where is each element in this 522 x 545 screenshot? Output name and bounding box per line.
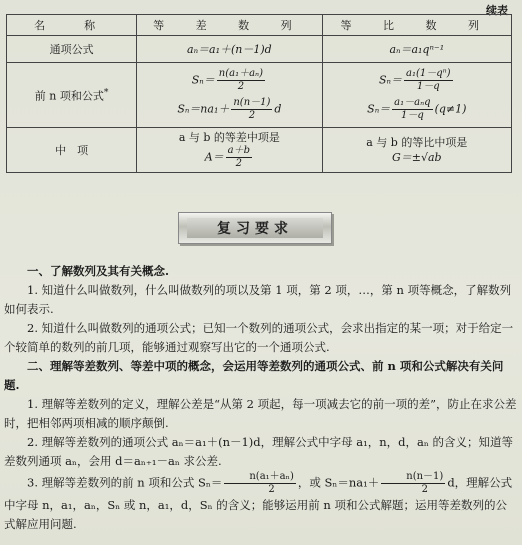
table-header-row	[7, 15, 512, 36]
header-geometric: 等 比 数 列	[322, 15, 511, 36]
arith-sum-1-denominator: 2	[237, 81, 245, 92]
arith-sum-2-left: Sₙ＝na₁＋	[177, 102, 230, 116]
geo-sum-formula-1	[323, 68, 511, 93]
section-banner	[178, 212, 332, 244]
geo-general-formula: aₙ＝a₁qⁿ⁻¹	[322, 36, 511, 63]
arith-middle-line: a 与 b 的等差中项是	[178, 131, 280, 144]
table-row-general-term	[7, 36, 512, 63]
review-requirements-body	[4, 262, 518, 534]
requirement-2-3-fraction-2	[381, 471, 445, 496]
requirement-2-3-numerator-2: n(n－1)	[381, 471, 445, 484]
table-row-middle-term	[7, 128, 512, 173]
row-label-sum-formula	[7, 63, 137, 128]
arith-middle-numerator: a＋b	[227, 145, 251, 156]
arith-sum-1-numerator: n(a₁＋aₙ)	[218, 68, 263, 79]
requirement-2-1: 1. 理解等差数列的定义，理解公差是“从第 2 项起，每一项减去它的前一项的差”，防止在求公差时，把相邻两项相减的顺序颠倒.	[4, 397, 517, 430]
requirement-1-2: 2. 知道什么叫做数列的通项公式；已知一个数列的通项公式，会求出指定的某一项；对于给定一个较简单的数列的前几项，能够通过观察写出它的一个通项公式.	[4, 321, 514, 354]
requirement-2-2: 2. 理解等差数列的通项公式 aₙ＝a₁＋(n－1)d，理解公式中字母 a₁，n，d，aₙ 的含义；知道等差数列通项 aₙ，会用 d＝aₙ₊₁－aₙ 求公差.	[4, 435, 514, 468]
arith-sum-2-fraction	[231, 97, 272, 122]
geo-sum-2-fraction	[392, 97, 432, 122]
arith-sum-2-numerator: n(n－1)	[233, 97, 271, 108]
table-row-sum-formula	[7, 63, 512, 128]
arith-general-formula: aₙ＝a₁＋(n－1)d	[137, 36, 322, 63]
continued-label: 续表	[486, 4, 508, 17]
arith-sum-formula-1	[137, 68, 321, 93]
geo-middle-line: a 与 b 的等比中项是	[366, 136, 468, 149]
requirement-2-3-part-a: 3. 理解等差数列的前 n 项和公式 Sₙ＝	[27, 475, 223, 490]
row-label-general-term: 通项公式	[7, 36, 137, 63]
requirement-2-3-part-c: d，理解公式中字母 n，a₁，aₙ，Sₙ 或 n，a₁，d，Sₙ 的含义；能够运用前 n 项和公式解题；运用等差数列的公式解应用问题.	[4, 475, 513, 531]
arith-sum-1-fraction	[217, 68, 265, 93]
row-label-middle-term: 中 项	[7, 128, 137, 173]
requirement-2-3-fraction-1	[224, 471, 296, 496]
formula-table	[6, 14, 512, 173]
requirement-heading-2: 二、理解等差数列、等差中项的概念，会运用等差数列的通项公式、前 n 项和公式解决有关问题.	[4, 359, 504, 392]
header-arithmetic: 等 差 数 列	[137, 15, 322, 36]
requirement-2-3-denominator-1: 2	[268, 484, 275, 495]
requirement-2-3-part-b: ，或 Sₙ＝na₁＋	[297, 475, 380, 490]
arith-middle-formula	[137, 145, 321, 170]
sum-label-mark: *	[103, 86, 109, 98]
requirement-heading-1: 一、了解数列及其有关概念.	[27, 264, 170, 278]
geo-sum-1-denominator: 1－q	[416, 81, 440, 92]
requirement-1-1: 1. 知道什么叫做数列，什么叫做数列的项以及第 1 项，第 2 项，…，第 n 项等概念，了解数列如何表示.	[4, 283, 512, 316]
sum-label-text: 前 n 项和公式	[34, 89, 104, 103]
geo-sum-formula-2	[323, 97, 511, 122]
geo-middle-formula: G＝±√ab	[391, 151, 442, 164]
arith-middle-term	[137, 128, 322, 173]
arith-sum-2-denominator: 2	[248, 110, 256, 121]
geo-sum-2-right: (q≠1)	[434, 102, 467, 116]
requirement-2-3	[4, 471, 518, 534]
arith-middle-fraction	[226, 145, 252, 170]
geo-sum-2-left: Sₙ＝	[367, 102, 391, 116]
header-name: 名 称	[7, 15, 137, 36]
geo-sum-1-numerator: a₁(1－qⁿ)	[405, 68, 451, 79]
arith-sum-formulas	[137, 63, 322, 128]
geo-middle-term	[322, 128, 511, 173]
section-banner-title: 复习要求	[187, 218, 323, 238]
geo-sum-formulas	[322, 63, 511, 128]
geo-sum-1-left: Sₙ＝	[378, 73, 402, 87]
arith-sum-2-right: d	[274, 102, 282, 116]
geo-sum-2-numerator: a₁－aₙq	[394, 97, 431, 108]
requirement-2-3-numerator-1: n(a₁＋aₙ)	[224, 471, 296, 484]
requirement-2-3-denominator-2: 2	[421, 484, 428, 495]
arith-sum-1-left: Sₙ＝	[191, 73, 215, 87]
arith-middle-denominator: 2	[235, 158, 243, 169]
geo-sum-2-denominator: 1－q	[400, 110, 424, 121]
arith-middle-left: A＝	[204, 150, 224, 164]
arith-sum-formula-2	[137, 97, 321, 122]
geo-sum-1-fraction	[404, 68, 453, 93]
